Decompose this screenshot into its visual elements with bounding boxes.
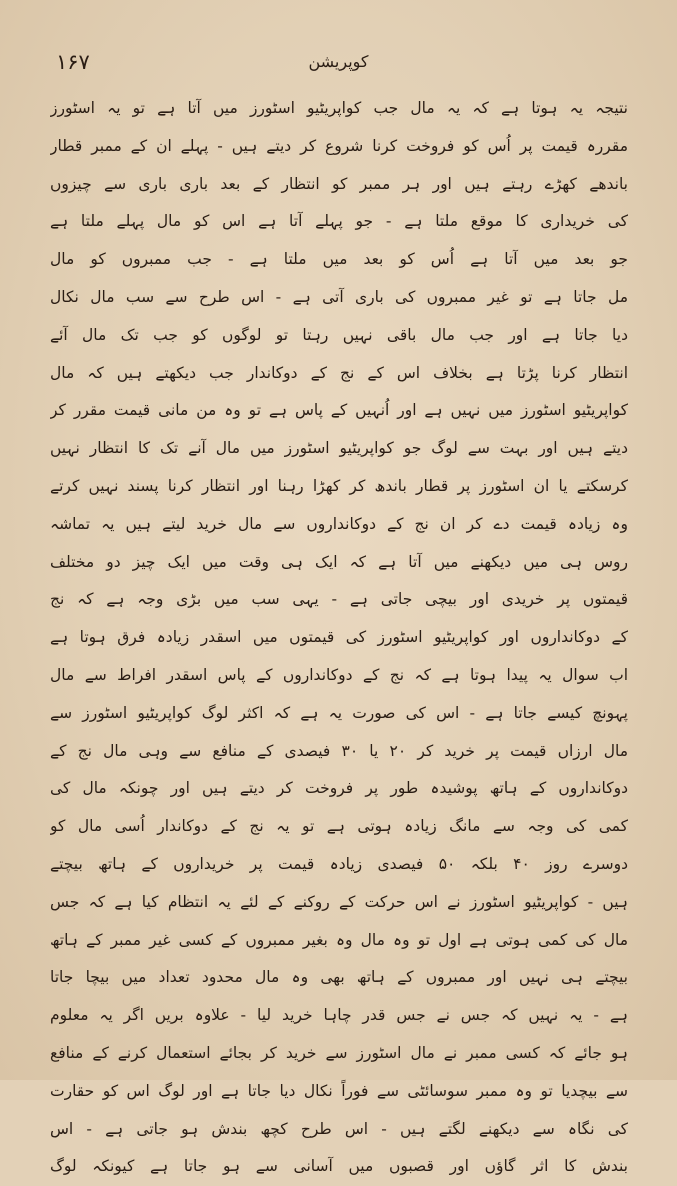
text-line: بیچتے ہی نہیں اور ممبروں کے ہاتھ بھی وہ مال محدود تعداد میں بیچا جاتا xyxy=(50,968,628,987)
text-line: کی خریداری کا موقع ملتا ہے - جو پہلے آتا ہے اس کو مال پہلے ملتا ہے xyxy=(50,212,628,231)
text-line: بندش کا اثر گاؤں اور قصبوں میں آسانی سے ہو جاتا ہے کیونکہ لوگ xyxy=(50,1157,628,1176)
text-line: انتظار کرنا پڑتا ہے بخلاف اس کے نج کے دوکاندار جب دیکھتے ہیں کہ مال xyxy=(50,363,628,382)
text-line: نتیجہ یہ ہوتا ہے کہ یہ مال جب کواپریٹیو اسٹورز میں آتا ہے تو یہ اسٹورز xyxy=(50,99,628,117)
page-header xyxy=(0,46,677,82)
text-line: ہیں - کواپریٹیو اسٹورز نے اس حرکت کے روکنے کے لئے یہ انتظام کیا ہے کہ جس xyxy=(50,892,628,911)
text-line: مال کی کمی ہوتی ہے اول تو وہ مال وہ بغیر ممبروں کے کسی غیر ممبر کے ہاتھ xyxy=(50,930,628,949)
text-line: مل جاتا ہے تو غیر ممبروں کی باری آتی ہے - اس طرح سے سب مال نکال xyxy=(50,287,628,306)
text-line: مال ارزاں قیمت پر خرید کر ۲۰ یا ۳۰ فیصدی کے منافع سے وہی مال نج کے xyxy=(50,741,628,760)
running-title: کوپریشن xyxy=(308,52,369,71)
text-line: ہو جائے کہ کسی ممبر نے مال اسٹورز سے خرید کر بجائے استعمال کرنے کے منافع xyxy=(50,1043,628,1062)
text-line: کرسکتے یا ان اسٹورز پر قطار باندھ کر کھڑا رہنا اور انتظار کرنا پسند نہیں کرتے xyxy=(50,476,628,495)
text-line: دیتے ہیں اور بہت سے لوگ جو کواپریٹیو اسٹورز میں مال آنے تک کا انتظار نہیں xyxy=(50,439,628,458)
text-line: پہونچ کیسے جاتا ہے - اس کی صورت یہ ہے کہ اکثر لوگ کواپریٹیو اسٹورز سے xyxy=(50,703,628,722)
text-line: دوکانداروں کے ہاتھ پوشیدہ طور پر فروخت کر دیتے ہیں اور چونکہ مال کی xyxy=(50,779,628,798)
text-line: سے بیچدیا تو وہ ممبر سوسائٹی سے فوراً نکال دیا جاتا ہے اور لوگ اس کو حقارت xyxy=(50,1081,628,1100)
text-line: جو بعد میں آتا ہے اُس کو بعد میں ملتا ہے - جب ممبروں کو مال xyxy=(50,250,628,269)
text-line: قیمتوں پر خریدی اور بیچی جاتی ہے - یہی سب میں بڑی وجہ ہے کہ نج xyxy=(50,590,628,609)
text-line: روس ہی میں دیکھنے میں آتا ہے کہ ایک ہی وقت میں ایک چیز دو مختلف xyxy=(50,552,628,571)
text-line: کی نگاہ سے دیکھنے لگتے ہیں - اس طرح کچھ بندش ہو جاتی ہے - اس xyxy=(50,1119,628,1138)
text-line: کواپریٹیو اسٹورز میں نہیں ہے اور اُنہیں کے پاس ہے تو وہ من مانی قیمت مقرر کر xyxy=(50,401,628,420)
text-line: مقررہ قیمت پر اُس کو فروخت کرنا شروع کر دیتے ہیں - پہلے ان کے ممبر قطار xyxy=(50,136,628,155)
text-line: کمی کی وجہ سے مانگ زیادہ ہوتی ہے تو یہ نج کے دوکاندار اُسی مال کو xyxy=(50,817,628,836)
text-line: دیا جاتا ہے اور جب مال باقی نہیں رہتا تو لوگوں کو جب تک مال آئے xyxy=(50,325,628,344)
text-line: وہ زیادہ قیمت دے کر ان نج کے دوکانداروں سے مال خرید لیتے ہیں یہ تماشہ xyxy=(50,514,628,533)
text-line: باندھے کھڑے رہتے ہیں اور ہر ممبر کو انتظار کے بعد باری باری سے چیزوں xyxy=(50,174,628,193)
body-text xyxy=(50,90,628,1186)
text-line: کے دوکانداروں اور کواپریٹیو اسٹورز کی قیمتوں میں اسقدر زیادہ فرق ہوتا ہے xyxy=(50,628,628,647)
text-line: اب سوال یہ پیدا ہوتا ہے کہ نج کے دوکانداروں کے پاس اسقدر افراط سے مال xyxy=(50,665,628,684)
page-number: ۱۶۷ xyxy=(56,50,90,74)
text-line: دوسرے روز ۴۰ بلکہ ۵۰ فیصدی زیادہ قیمت پر خریداروں کے ہاتھ بیچتے xyxy=(50,854,628,873)
text-line: ہے - یہ نہیں کہ جس نے جس قدر چاہا خرید لیا - علاوہ بریں اگر یہ معلوم xyxy=(50,1006,628,1025)
